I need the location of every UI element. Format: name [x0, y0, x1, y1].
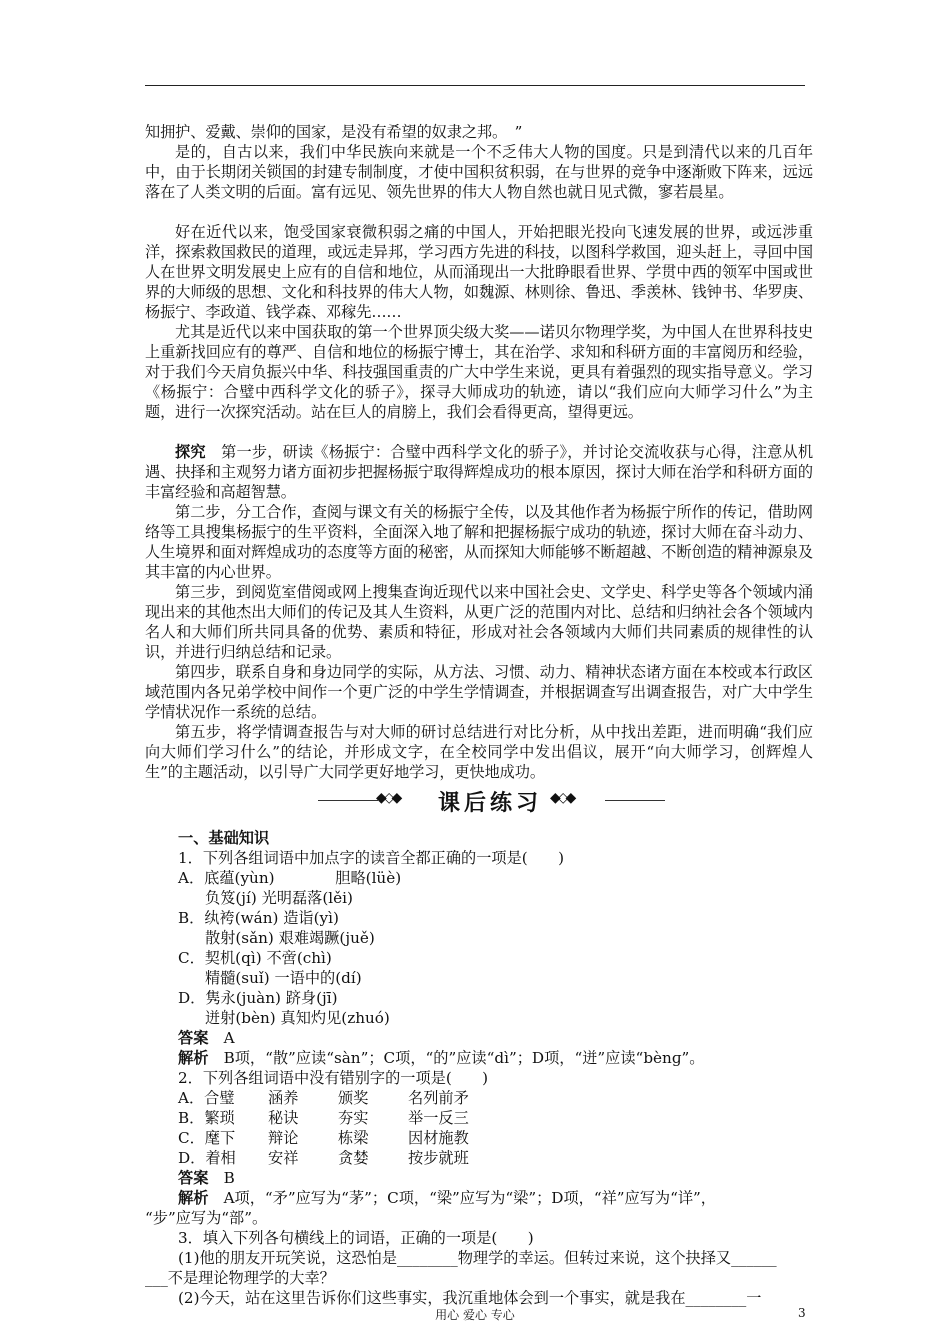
q2-b-word-3: 夯实 [338, 1109, 369, 1127]
q2-stem: 2．下列各组词语中没有错别字的一项是( ) [178, 1069, 489, 1087]
q3-sentence-1: (1)他的朋友开玩笑说，这恐怕是________物理学的幸运。但转过来说，这个抉择又______ [178, 1249, 777, 1267]
q1-option-c-2: 精髓(suǐ) 一语中的(dí) [205, 969, 362, 987]
q2-analysis [178, 1188, 716, 1208]
heading-rule-left [318, 800, 378, 801]
q2-b-word-2: 秘诀 [268, 1109, 299, 1127]
q2-a-word-3: 颁奖 [338, 1089, 369, 1107]
q3-sentence-2: (2)今天，站在这里告诉你们这些事实，我沉重地体会到一个事实，就是我在________一 [178, 1289, 762, 1307]
q3-stem: 3．填入下列各句横线上的词语，正确的一项是( ) [178, 1229, 534, 1247]
analysis-text: A项，“矛”应写为“茅”；C项，“梁”应写为“梁”；D项，“祥”应写为“详”， [223, 1189, 716, 1207]
q2-c-word-1: C．麾下 [178, 1129, 236, 1147]
q2-d-word-3: 贪婪 [338, 1149, 369, 1167]
q2-d-word-1: D．着相 [178, 1149, 236, 1167]
q2-c-word-4: 因材施教 [408, 1129, 469, 1147]
q1-option-d-2: 迸射(bèn) 真知灼见(zhuó) [205, 1009, 390, 1027]
analysis-label: 解析 [178, 1189, 209, 1207]
paragraph-5 [145, 442, 813, 502]
q1-option-a-2: 负笈(jí) 光明磊落(lěi) [205, 889, 353, 907]
q2-b-word-1: B．繁琐 [178, 1109, 235, 1127]
q2-option-b [178, 1108, 469, 1128]
q2-option-a [178, 1088, 469, 1108]
q1-option-b: B．纨袴(wán) 造诣(yì) [178, 909, 339, 927]
q2-option-c [178, 1128, 469, 1148]
q2-answer [178, 1168, 235, 1188]
answer-label: 答案 [178, 1169, 209, 1187]
q2-d-word-4: 按步就班 [408, 1149, 469, 1167]
paragraph-5-text: 第一步，研读《杨振宁：合璧中西科学文化的骄子》，并讨论交流收获与心得，注意从机遇、抉择和主观努力诸方面初步把握杨振宁取得辉煌成功的根本原因，探讨大师在治学和科研方面的丰富经验和高超智慧。 [145, 443, 813, 501]
paragraph-3: 好在近代以来，饱受国家衰微积弱之痛的中国人，开始把眼光投向飞速发展的世界，或远涉重洋，探索救国救民的道理，或远走异邦，学习西方先进的科技，以图科学救国，迎头赶上，寻回中国人在世界文明发展史上应有的自信和地位，从而涌现出一大批睁眼看世界、学贯中西的领军中国或世界的大师级的思想、文化和科技界的伟大人物，如魏源、林则徐、鲁迅、季羡林、钱钟书、华罗庚、杨振宁、李政道、钱学森、邓稼先…… [145, 223, 813, 321]
q1-option-d: D．隽永(juàn) 跻身(jī) [178, 989, 338, 1007]
q1-answer [178, 1028, 235, 1048]
diamond-ornament-icon: ◆◇◆ [376, 790, 400, 806]
explore-label: 探究 [175, 443, 206, 461]
q2-c-word-3: 栋梁 [338, 1129, 369, 1147]
q2-a-word-2: 涵养 [268, 1089, 299, 1107]
footer-motto: 用心 爱心 专心 [435, 1308, 515, 1322]
paragraph-6: 第二步，分工合作，查阅与课文有关的杨振宁全传，以及其他作者为杨振宁所作的传记，借助网络等工具搜集杨振宁的生平资料，全面深入地了解和把握杨振宁成功的轨迹，探讨大师在奋斗动力、人生境界和面对辉煌成功的态度等方面的秘密，从而探知大师能够不断超越、不断创造的精神源泉及其丰富的内心世界。 [145, 503, 813, 581]
paragraph-1: 知拥护、爱戴、崇仰的国家，是没有希望的奴隶之邦。 ” [145, 123, 523, 141]
q1-option-b-2: 散射(sǎn) 艰难竭蹶(juě) [205, 929, 375, 947]
section-heading [310, 786, 670, 816]
q2-a-word-4: 名列前矛 [408, 1089, 469, 1107]
paragraph-7: 第三步，到阅览室借阅或网上搜集查询近现代以来中国社会史、文学史、科学史等各个领域内涌现出来的其他杰出大师们的传记及其人生资料，从更广泛的范围内对比、总结和归纳社会各个领域内名人和大师们所共同具备的优势、素质和特征，形成对社会各领域内大师们共同素质的规律性的认识，并进行归纳总结和记录。 [145, 583, 813, 661]
heading-rule-right [605, 800, 665, 801]
q1-option-a: A．底蕴(yùn) 胆略(lüè) [178, 869, 402, 887]
q1-analysis [178, 1048, 705, 1068]
page-number: 3 [798, 1306, 806, 1320]
paragraph-4: 尤其是近代以来中国获取的第一个世界顶尖级大奖——诺贝尔物理学奖，为中国人在世界科技史上重新找回应有的尊严、自信和地位的杨振宁博士，其在治学、求知和科研方面的丰富阅历和经验，对于我们今天肩负振兴中华、科技强国重责的广大中学生来说，更具有着强烈的现实指导意义。学习《杨振宁：合璧中西科学文化的骄子》，探寻大师成功的轨迹，请以“我们应向大师学习什么”为主题，进行一次探究活动。站在巨人的肩膀上，我们会看得更高，望得更远。 [145, 323, 813, 421]
answer-value: B [223, 1169, 235, 1187]
diamond-ornament-icon: ◆◇◆ [550, 790, 574, 806]
q2-c-word-2: 辩论 [268, 1129, 299, 1147]
q3-sentence-1-cont: ___不是理论物理学的大幸？ [145, 1269, 335, 1287]
part-1-title: 一、基础知识 [178, 829, 270, 847]
paragraph-2: 是的，自古以来，我们中华民族向来就是一个不乏伟大人物的国度。只是到清代以来的几百年中，由于长期闭关锁国的封建专制制度，才使中国积贫积弱，在与世界的竞争中逐渐败下阵来，远远落在了人类文明的后面。富有远见、领先世界的伟大人物自然也就日见式微，寥若晨星。 [145, 143, 813, 201]
paragraph-9: 第五步，将学情调查报告与对大师的研讨总结进行对比分析，从中找出差距，进而明确“我们应向大师们学习什么”的结论，并形成文字，在全校同学中发出倡议，展开“向大师学习，创辉煌人生”的主题活动，以引导广大同学更好地学习，更快地成功。 [145, 723, 813, 781]
q2-b-word-4: 举一反三 [408, 1109, 469, 1127]
section-title: 课后练习 [437, 791, 542, 816]
q2-a-word-1: A．合璧 [178, 1089, 235, 1107]
answer-value: A [223, 1029, 235, 1047]
q2-d-word-2: 安祥 [268, 1149, 299, 1167]
q2-option-d [178, 1148, 469, 1168]
paragraph-8: 第四步，联系自身和身边同学的实际，从方法、习惯、动力、精神状态诸方面在本校或本行政区域范围内各兄弟学校中间作一个更广泛的中学生学情调查，并根据调查写出调查报告，对广大中学生学情状况作一系统的总结。 [145, 663, 813, 721]
q2-analysis-cont: “步”应写为“部”。 [145, 1209, 268, 1227]
answer-label: 答案 [178, 1029, 209, 1047]
q1-stem: 1．下列各组词语中加点字的读音全都正确的一项是( ) [178, 849, 565, 867]
header-rule [145, 85, 805, 86]
analysis-label: 解析 [178, 1049, 209, 1067]
q1-option-c: C．契机(qì) 不啻(chì) [178, 949, 332, 967]
analysis-text: B项，“散”应读“sàn”；C项，“的”应读“dì”；D项，“迸”应读“bènɡ”。 [223, 1049, 705, 1067]
